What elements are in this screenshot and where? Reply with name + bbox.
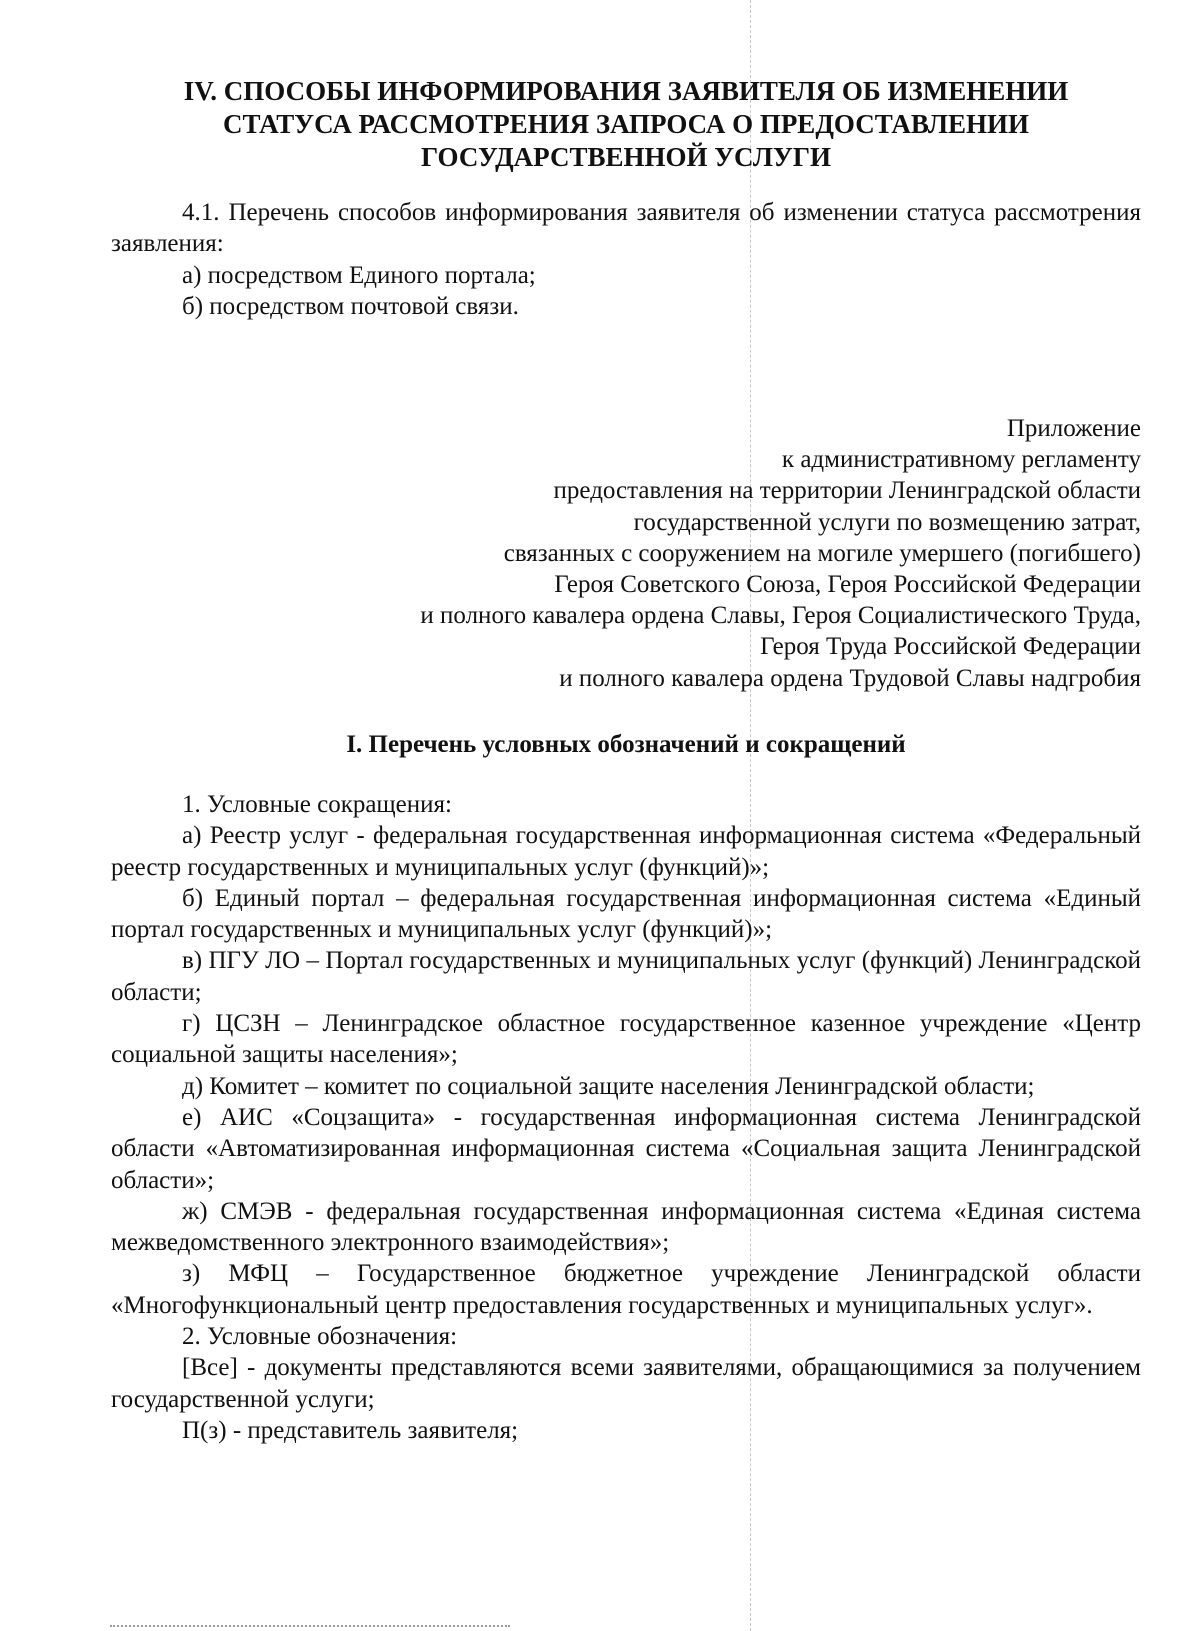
section-4-body xyxy=(111,197,1141,322)
abbreviation-item: б) Единый портал – федеральная государственная информационная система «Единый портал государственных и муниципальных услуг (функций)»; xyxy=(111,884,1141,944)
symbols-heading: 2. Условные обозначения: xyxy=(182,1323,458,1351)
appendix-line: связанных с сооружением на могиле умершего (погибшего) xyxy=(503,539,1141,567)
section-1-body xyxy=(111,789,1141,1446)
appendix-line: Героя Советского Союза, Героя Российской Федерации xyxy=(554,571,1141,599)
abbreviation-item: в) ПГУ ЛО – Портал государственных и муниципальных услуг (функций) Ленинградской области; xyxy=(111,947,1141,1006)
symbol-item: [Все] - документы представляются всеми заявителями, обращающимися за получением государственной услуги; xyxy=(111,1354,1141,1413)
appendix-line: и полного кавалера ордена Славы, Героя Социалистического Труда, xyxy=(420,602,1141,630)
appendix-line: и полного кавалера ордена Трудовой Славы надгробия xyxy=(559,664,1141,692)
appendix-line: Героя Труда Российской Федерации xyxy=(760,633,1141,661)
section-4-title-line: IV. СПОСОБЫ ИНФОРМИРОВАНИЯ ЗАЯВИТЕЛЯ ОБ ИЗМЕНЕНИИ xyxy=(183,76,1069,106)
section-4-title xyxy=(111,75,1141,174)
list-item-b: б) посредством почтовой связи. xyxy=(182,292,519,320)
abbreviation-item: ж) СМЭВ - федеральная государственная информационная система «Единая система межведомственного электронного взаимодействия»; xyxy=(111,1197,1141,1257)
appendix-line: к административному регламенту xyxy=(781,446,1141,474)
abbreviation-item: г) ЦСЗН – Ленинградское областное государственное казенное учреждение «Центр социальной защиты населения»; xyxy=(111,1010,1141,1069)
scan-bottom-artifact xyxy=(110,1625,510,1627)
appendix-line: Приложение xyxy=(1006,415,1141,442)
symbol-item: П(з) - представитель заявителя; xyxy=(182,1416,519,1444)
abbreviation-item: е) АИС «Соцзащита» - государственная информационная система Ленинградской области «Автоматизированная информационная система «Социальная защита Ленинградской области»; xyxy=(111,1103,1141,1194)
paragraph-4-1: 4.1. Перечень способов информирования заявителя об изменении статуса рассмотрения заявления: xyxy=(111,199,1141,258)
abbreviation-item: з) МФЦ – Государственное бюджетное учреждение Ленинградской области «Многофункциональный центр предоставления государственных и муниципальных услуг». xyxy=(111,1260,1141,1319)
list-item-a: а) посредством Единого портала; xyxy=(182,261,536,289)
section-1-title: I. Перечень условных обозначений и сокращений xyxy=(346,731,906,758)
abbreviation-item: д) Комитет – комитет по социальной защите населения Ленинградской области; xyxy=(182,1072,1035,1100)
appendix-line: предоставления на территории Ленинградской области xyxy=(553,477,1141,505)
abbreviations-heading: 1. Условные сокращения: xyxy=(182,791,452,818)
abbreviation-item: а) Реестр услуг - федеральная государственная информационная система «Федеральный реестр государственных и муниципальных услуг (функций)»; xyxy=(111,822,1141,881)
appendix-line: государственной услуги по возмещению затрат, xyxy=(633,508,1141,536)
section-4-title-line: ГОСУДАРСТВЕННОЙ УСЛУГИ xyxy=(421,142,831,172)
appendix-header xyxy=(420,413,1141,694)
section-4-title-line: СТАТУСА РАССМОТРЕНИЯ ЗАПРОСА О ПРЕДОСТАВЛЕНИИ xyxy=(222,109,1030,139)
